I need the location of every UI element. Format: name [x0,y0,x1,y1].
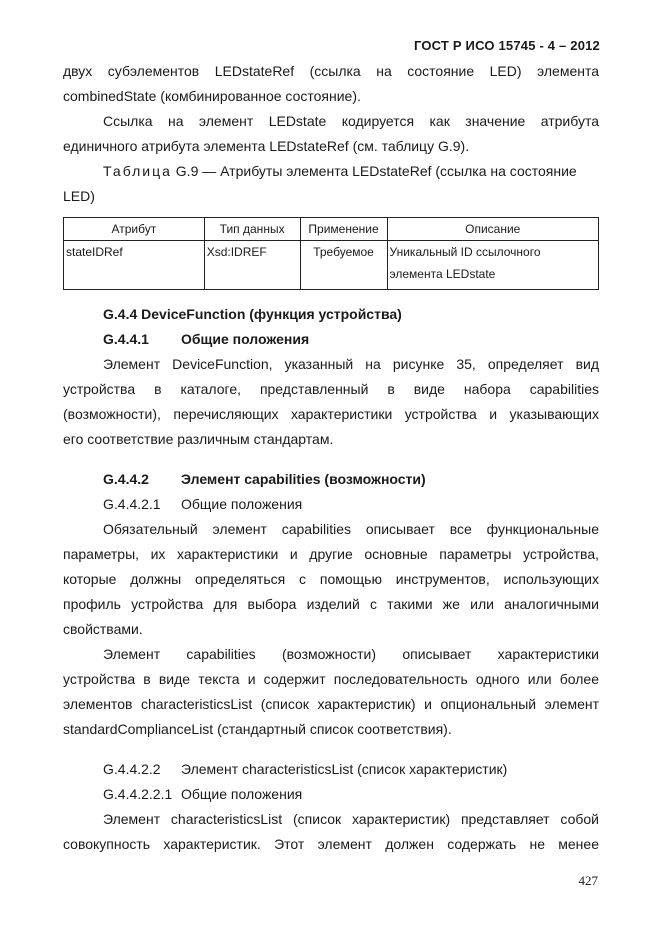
table-header-cell: Атрибут [64,218,205,241]
text-line: элементов characteristicsList (список характеристик) и опциональный элемент [63,696,599,712]
text-line: параметры, их характеристики и другие основные параметры устройства, [63,546,599,562]
table-caption-prefix: Таблица [103,163,172,179]
text-line: (возможности), перечисляющих характеристики устройства и указывающих [63,406,599,422]
text-line: Элемент capabilities (возможности) описывает характеристики [103,646,599,662]
text-line: свойствами. [63,621,143,637]
table-caption-text: G.9 — Атрибуты элемента LEDstateRef (ссылка на состояние [171,163,577,179]
table-header-row [64,218,599,241]
table-cell-type: Xsd:IDREF [204,241,300,290]
table-row [64,241,599,290]
section-heading-g44221 [103,785,599,803]
section-heading-g442 [103,470,599,488]
text-line: Элемент characteristicsList (список характеристик) представляет собой [103,811,599,827]
section-heading-g4421 [103,495,599,513]
section-heading-g4422 [103,760,599,778]
text-line: Элемент DeviceFunction, указанный на рисунке 35, определяет вид [103,356,599,372]
text-line: standardComplianceList (стандартный список соответствия). [63,721,452,737]
section-number: G.4.4.2.2.1 [103,786,173,802]
attributes-table [63,217,599,290]
text-line: его соответствие различным стандартам. [63,431,334,447]
description-line: Уникальный ID ссылочного [389,245,541,259]
section-number: G.4.4.1 [103,331,149,347]
table-header-cell: Применение [300,218,387,241]
table-header-cell: Тип данных [204,218,300,241]
text-line: Обязательный элемент capabilities описывает все функциональные [103,521,599,537]
text-line: единичного атрибута элемента LEDstateRef (см. таблицу G.9). [63,138,470,154]
table-cell-use: Требуемое [300,241,387,290]
section-title: Элемент capabilities (возможности) [181,471,426,487]
section-heading-g441 [103,330,599,348]
section-title: Общие положения [181,496,303,512]
section-title: Общие положения [181,786,303,802]
section-number: G.4.4.2.1 [103,496,161,512]
section-number: G.4.4.2 [103,471,149,487]
table-caption [103,162,599,180]
description-line: элемента LEDstate [389,267,496,281]
table-header-cell: Описание [387,218,598,241]
text-line: которые должны определяться с помощью инструментов, использующих [63,571,599,587]
section-title: Общие положения [181,331,310,347]
text-line: combinedState (комбинированное состояние). [63,88,361,104]
section-title: Элемент characteristicsList (список характеристик) [181,761,508,777]
page-number: 427 [578,873,598,888]
text-line: LED) [63,188,95,204]
document-header: ГОСТ Р ИСО 15745 - 4 – 2012 [413,38,600,53]
section-heading-g44: G.4.4 DeviceFunction (функция устройства) [103,306,402,322]
text-line: совокупность характеристик. Этот элемент должен содержать не менее [63,836,599,852]
table-cell-attribute: stateIDRef [64,241,205,290]
section-number: G.4.4.2.2 [103,761,161,777]
text-line: Ссылка на элемент LEDstate кодируется как значение атрибута [103,113,599,129]
text-line: двух субэлементов LEDstateRef (ссылка на состояние LED) элемента [63,63,599,79]
table-cell-description [387,241,598,290]
text-line: устройства в каталоге, представленный в виде набора capabilities [63,381,599,397]
text-line: устройства в виде текста и содержит последовательность одного или более [63,671,599,687]
text-line: профиль устройства для выбора изделий с такими же или аналогичными [63,596,599,612]
